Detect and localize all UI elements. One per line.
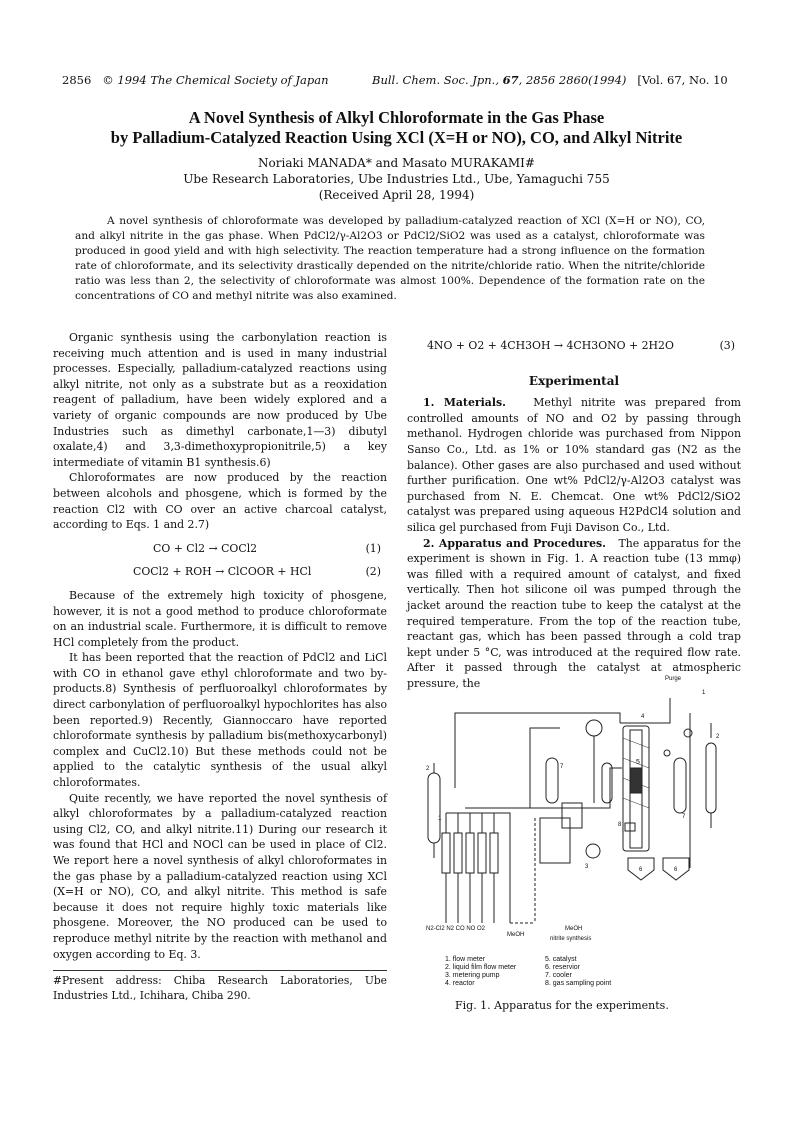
page-number: 2856 <box>62 73 92 87</box>
legend-item: 7. cooler <box>545 972 572 979</box>
equation-2 <box>53 564 387 580</box>
gas-labels: N2-Cl2 N2 CO NO O2 <box>426 926 486 932</box>
cooler-7 <box>674 758 686 813</box>
meoh-right-label: MeOH <box>565 926 583 932</box>
equation-3 <box>407 338 741 354</box>
apparatus-diagram <box>410 668 740 1003</box>
purge-label: Purge <box>665 676 682 682</box>
legend-item: 3. metering pump <box>445 972 500 979</box>
legend-item: 2. liquid film flow meter <box>445 964 517 971</box>
nitrite-condenser <box>562 803 582 828</box>
svg-text:2: 2 <box>716 734 720 740</box>
valve-right <box>684 729 692 737</box>
apparatus-heading: 2. Apparatus and Procedures. <box>423 536 606 550</box>
svg-text:6: 6 <box>639 867 643 873</box>
journal-volume: 67 <box>502 73 519 87</box>
author-block <box>40 155 753 203</box>
materials-text: Methyl nitrite was prepared from controlled amounts of NO and O2 by passing through methanol. Hydrogen chloride was purchased from Nippon Sanso Co., Ltd. as 1% or 10% standard gas (N2 as the balance). Other gases are also purchased and used without further purification. One wt% PdCl2/γ-Al2O3 catalyst was purchased from N. E. Chemcat. One wt% PdCl2/SiO2 catalyst was prepared using aqueous H2PdCl4 solution and silica gel purchased from Fuji Davison Co., Ltd. <box>407 396 741 534</box>
received-date: (Received April 28, 1994) <box>318 188 475 202</box>
materials-heading: 1. Materials. <box>423 396 506 410</box>
author-names: Noriaki MANADA* and Masato MURAKAMI# <box>258 156 535 170</box>
equation-3-number: (3) <box>719 339 735 352</box>
pipe-middle <box>465 768 622 808</box>
equation-3-text: 4NO + O2 + 4CH3OH → 4CH3ONO + 2H2O <box>427 339 674 352</box>
pump <box>586 844 600 858</box>
figure-legend-left <box>445 956 516 988</box>
flow-meters <box>442 833 498 873</box>
legend-item: 8. gas sampling point <box>545 980 612 987</box>
figure-caption: Fig. 1. Apparatus for the experiments. <box>455 999 669 1012</box>
intro-paragraph-5: Quite recently, we have reported the novel synthesis of alkyl chloroformates by a palladium-catalyzed reaction using Cl2, CO, and alkyl nitrite.11) During our research it was found that HCl and NOCl can be used in place of Cl2. We report here a novel synthesis of alkyl chloroformates in the gas phase by a palladium-catalyzed reaction using XCl (X=H or NO), CO, and alkyl nitrite. This method is safe because it does not require highly toxic materials like phosgene. Moreover, the NO produced can be used to reproduce methyl nitrite by the reaction with methanol and oxygen according to Eq. 3. <box>53 791 387 961</box>
right-column <box>407 330 741 691</box>
intro-paragraph-3: Because of the extremely high toxicity of phosgene, however, it is not a good method to produce chloroformate on an industrial scale. Furthermore, it is difficult to remove HCl completely from the product. <box>53 588 387 649</box>
svg-text:1: 1 <box>438 816 442 822</box>
nitrite-synthesis-label: nitrite synthesis <box>550 936 592 942</box>
figure-legend-right <box>545 956 611 988</box>
cooler-middle <box>546 758 558 803</box>
cooler-right <box>706 743 716 813</box>
equation-1-text: CO + Cl2 → COCl2 <box>153 541 258 555</box>
legend-item: 5. catalyst <box>545 956 577 963</box>
svg-text:2: 2 <box>426 766 430 772</box>
svg-text:7: 7 <box>682 814 686 820</box>
intro-paragraph-4: It has been reported that the reaction of PdCl2 and LiCl with CO in ethanol gave ethyl chloroformate and two by-products.8) Synthesis of perfluoroalkyl chloroformates by direct carbonylation of perfluoroalkyl hypochlorites has also been reported.9) Recently, Giannoccaro have reported chloroformate synthesis by palladium bis(methoxycarbonyl) complex and CuCl2.10) But these methods could not be applied to the catalytic synthesis of the usual alkyl chloroformates. <box>53 651 387 790</box>
journal-name: Bull. Chem. Soc. Jpn., <box>372 73 499 87</box>
svg-text:8: 8 <box>618 822 622 828</box>
svg-text:1: 1 <box>702 690 706 696</box>
journal-pages: , 2856 2860(1994) <box>518 73 627 87</box>
article-title <box>40 108 753 148</box>
section-heading: Experimental <box>528 373 620 388</box>
catalyst-bed <box>630 768 642 793</box>
apparatus-text: The apparatus for the experiment is shown in Fig. 1. A reaction tube (13 mmφ) was filled with a required amount of catalyst, and fixed vertically. Then hot silicone oil was pumped through the jacket around the reaction tube to keep the catalyst at the required temperature. From the top of the reaction tube, reactant gas, which has been passed through a cold trap kept under 5 °C, was introduced at the required flow rate. After it passed through the catalyst at atmospheric pressure, the <box>407 536 741 690</box>
materials-paragraph <box>407 395 741 535</box>
svg-text:4: 4 <box>641 714 645 720</box>
svg-text:5: 5 <box>636 759 640 766</box>
pipe-purge <box>620 698 670 723</box>
equation-1 <box>53 541 387 557</box>
legend-item: 4. reactor <box>445 980 475 987</box>
copyright-notice: © 1994 The Chemical Society of Japan <box>102 73 329 87</box>
intro-paragraph-1: Organic synthesis using the carbonylation reaction is receiving much attention and is used in many industrial processes. Especially, palladium-catalyzed reactions using alkyl nitrite, not only as a substrate but as a reoxidation reagent of palladium, have been widely explored and a variety of organic compounds are now produced by Ube Industries such as dimethyl carbonate,1—3) dibutyl oxalate,4) and 3,3-dimethoxypropionitrile,5) a key intermediate of vitamin B1 synthesis.6) <box>53 331 387 469</box>
legend-item: 6. reservior <box>545 964 581 971</box>
svg-text:6: 6 <box>674 867 678 873</box>
affiliation: Ube Research Laboratories, Ube Industries Ltd., Ube, Yamaguchi 755 <box>183 172 610 186</box>
intro-paragraph-2: Chloroformates are now produced by the reaction between alcohols and phosgene, which is formed by the reaction Cl2 with CO over an active charcoal catalyst, according to Eqs. 1 and 2.7) <box>53 471 387 532</box>
abstract: A novel synthesis of chloroformate was developed by palladium-catalyzed reaction of XCl (X=H or NO), CO, and alkyl nitrite in the gas phase. When PdCl2/γ-Al2O3 or PdCl2/SiO2 was used as a catalyst, chloroformate was produced in good yield and with high selectivity. The reaction temperature had a strong influence on the formation rate of chloroformate, and its selectivity drastically depended on the nitrite/chloride ratio. When the nitrite/chloride ratio was less than 2, the selectivity of chloroformate was almost 100%. Dependence of the formation rate on the concentrations of CO and methyl nitrite was also examined. <box>75 215 705 302</box>
volume-number: [Vol. 67, No. 10 <box>637 73 728 87</box>
equation-2-number: (2) <box>365 565 381 579</box>
equation-1-number: (1) <box>365 541 381 555</box>
left-column <box>53 330 387 1003</box>
title-line-1: A Novel Synthesis of Alkyl Chloroformate in the Gas Phase <box>188 108 605 127</box>
svg-text:7: 7 <box>560 764 564 770</box>
running-header-left <box>62 73 329 87</box>
vessel-top <box>586 720 602 736</box>
equation-2-text: COCl2 + ROH → ClCOOR + HCl <box>133 565 312 579</box>
legend-item: 1. flow meter <box>445 956 486 963</box>
running-header-right <box>372 73 728 87</box>
nitrite-vessel <box>540 818 570 863</box>
liquid-film-flow-meter <box>428 773 440 843</box>
svg-text:3: 3 <box>585 864 589 870</box>
title-line-2: by Palladium-Catalyzed Reaction Using XCl (X=H or NO), CO, and Alkyl Nitrite <box>110 128 683 147</box>
footnote: #Present address: Chiba Research Laboratories, Ube Industries Ltd., Ichihara, Chiba 290. <box>53 970 387 1003</box>
valve-purge <box>664 750 670 756</box>
meoh-left-label: MeOH <box>507 932 525 938</box>
pipe-top-left <box>455 713 620 788</box>
